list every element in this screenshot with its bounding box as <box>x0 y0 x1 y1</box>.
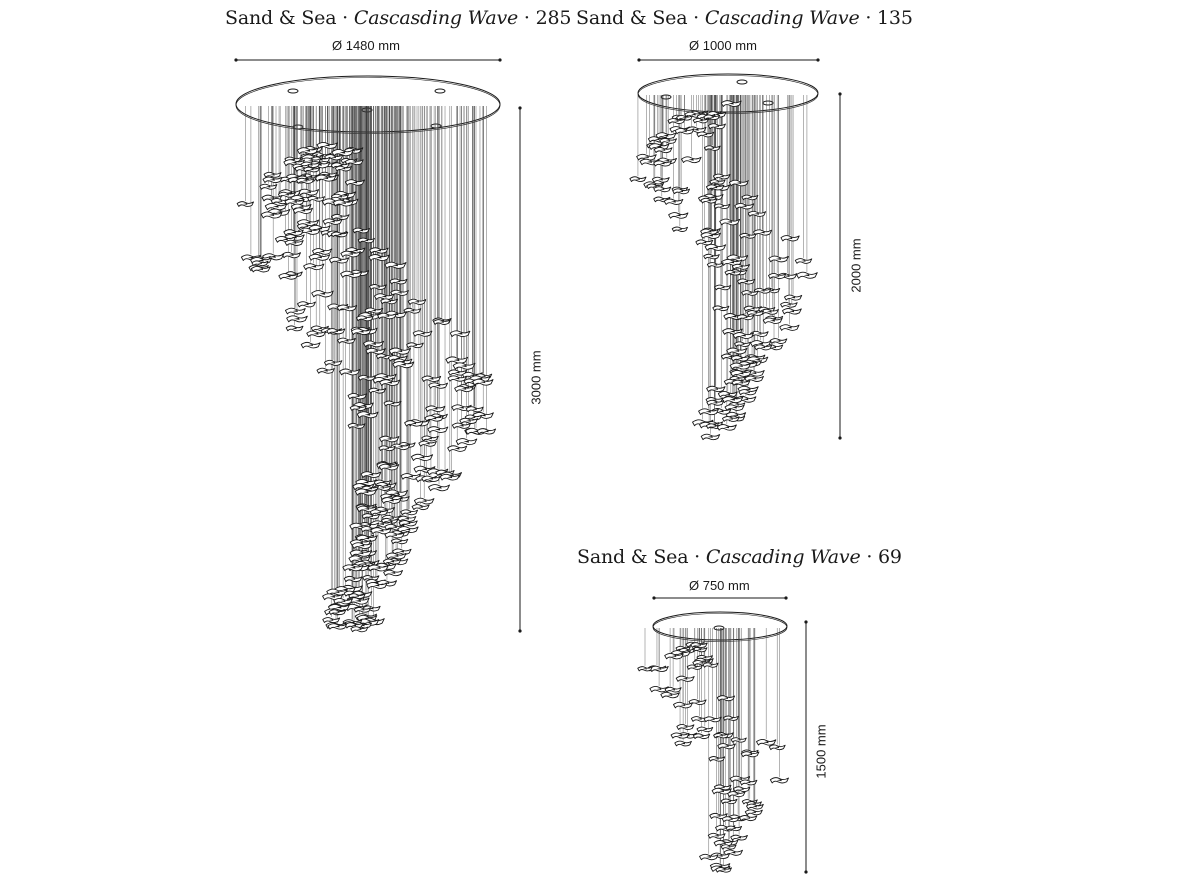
fixture-69-height-label: 1500 mm <box>813 724 829 779</box>
fixture-135-height-line-end-bottom <box>838 436 841 439</box>
fixture-135-fitting <box>763 101 773 105</box>
fixture-285-fitting <box>288 89 298 93</box>
fixture-69-diameter-line-end-right <box>784 596 787 599</box>
fixture-135-fitting <box>737 80 747 84</box>
fixture-285-diameter-line-end-left <box>234 58 237 61</box>
fixture-285-height-label: 3000 mm <box>528 350 544 405</box>
fixture-285-fitting <box>431 124 441 128</box>
fixture-69-height-line-end-bottom <box>804 870 807 873</box>
fixture-135-height-line-end-top <box>838 92 841 95</box>
fixture-285-diameter-label: Ø 1480 mm <box>332 38 400 53</box>
fixture-135-drawing <box>630 74 818 440</box>
fixture-135-diameter-label: Ø 1000 mm <box>689 38 757 53</box>
fixture-285-fitting <box>435 89 445 93</box>
fixture-285-diameter-line-end-right <box>498 58 501 61</box>
fixture-135-title: Sand & Sea · Cascading Wave · 135 <box>576 7 913 29</box>
fixture-285-canopy <box>236 76 500 132</box>
fixture-69-diameter-label: Ø 750 mm <box>689 578 750 593</box>
fixture-135-height-label: 2000 mm <box>848 238 864 293</box>
fixture-69-drawing <box>638 612 789 872</box>
fixture-69-height-line-end-top <box>804 620 807 623</box>
fixture-135-diameter-line-end-left <box>637 58 640 61</box>
fixture-285-title: Sand & Sea · Cascasding Wave · 285 <box>225 7 572 29</box>
fixture-285-height-line-end-bottom <box>518 629 521 632</box>
fixture-285-drawing <box>236 76 500 632</box>
fixture-135-diameter-line-end-right <box>816 58 819 61</box>
fixture-69-diameter-line-end-left <box>652 596 655 599</box>
fixture-69-title: Sand & Sea · Cascading Wave · 69 <box>577 546 902 568</box>
fixture-285-height-line-end-top <box>518 106 521 109</box>
